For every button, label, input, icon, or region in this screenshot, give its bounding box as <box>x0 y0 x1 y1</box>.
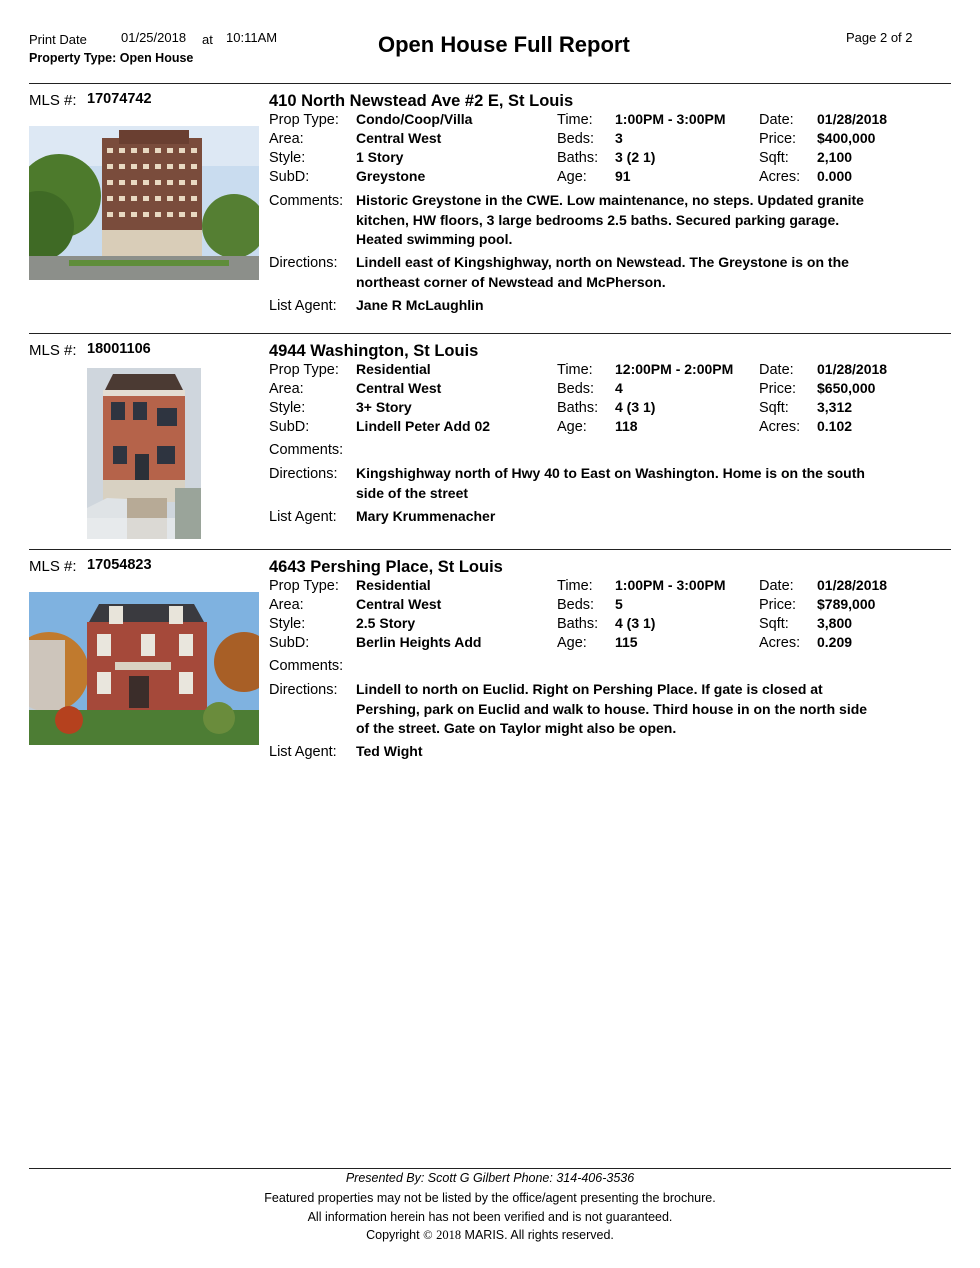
date-value: 01/28/2018 <box>817 577 888 593</box>
beds-value: 4 <box>615 380 623 396</box>
age-label: Age: <box>557 169 587 185</box>
header-divider <box>29 83 951 84</box>
age-label: Age: <box>557 635 587 651</box>
beds-label: Beds: <box>557 131 595 147</box>
mls-number: 17054823 <box>87 557 152 573</box>
copyright-suffix: MARIS. All rights reserved. <box>464 1228 614 1242</box>
time-value: 12:00PM - 2:00PM <box>615 361 734 377</box>
listing-card <box>0 558 980 768</box>
listing-card <box>0 342 980 542</box>
directions-text: Lindell east of Kingshighway, north on Newstead. The Greystone is on the northeast corner of Newstead and McPherson. <box>356 254 849 290</box>
property-photo[interactable] <box>29 126 259 280</box>
sqft-label: Sqft: <box>759 150 789 166</box>
print-time-value: 10:11AM <box>226 30 278 45</box>
subd-label: SubD: <box>269 635 310 651</box>
prop-type-value: Residential <box>356 361 431 377</box>
baths-value: 4 (3 1) <box>615 399 656 415</box>
print-date-label: Print Date <box>29 32 87 47</box>
listing-address[interactable]: 4944 Washington, St Louis <box>269 342 479 360</box>
mls-label: MLS #: <box>29 92 77 109</box>
print-date-value: 01/25/2018 <box>121 30 187 45</box>
time-label: Time: <box>557 578 593 594</box>
mls-number: 17074742 <box>87 91 152 107</box>
listing-divider <box>29 333 951 334</box>
beds-value: 3 <box>615 130 623 146</box>
list-agent-label: List Agent: <box>269 509 337 525</box>
property-type-line: Property Type: Open House <box>29 51 194 65</box>
subd-label: SubD: <box>269 419 310 435</box>
directions-text: Kingshighway north of Hwy 40 to East on Washington. Home is on the south side of the street <box>356 465 865 501</box>
style-value: 2.5 Story <box>356 615 416 631</box>
date-value: 01/28/2018 <box>817 111 888 127</box>
price-value: $400,000 <box>817 130 876 146</box>
baths-value: 3 (2 1) <box>615 149 656 165</box>
prop-type-label: Prop Type: <box>269 362 339 378</box>
sqft-label: Sqft: <box>759 616 789 632</box>
list-agent-value: Mary Krummenacher <box>356 508 496 524</box>
baths-label: Baths: <box>557 400 599 416</box>
prop-type-label: Prop Type: <box>269 112 339 128</box>
copyright-line <box>0 1228 980 1243</box>
subd-value: Greystone <box>356 168 426 184</box>
subd-value: Lindell Peter Add 02 <box>356 418 491 434</box>
time-value: 1:00PM - 3:00PM <box>615 111 726 127</box>
age-label: Age: <box>557 419 587 435</box>
directions-label: Directions: <box>269 682 338 698</box>
sqft-label: Sqft: <box>759 400 789 416</box>
copyright-symbol: © <box>423 1228 433 1242</box>
price-value: $789,000 <box>817 596 876 612</box>
acres-label: Acres: <box>759 419 801 435</box>
area-value: Central West <box>356 596 442 612</box>
price-label: Price: <box>759 597 797 613</box>
acres-value: 0.102 <box>817 418 853 434</box>
style-label: Style: <box>269 150 306 166</box>
beds-label: Beds: <box>557 597 595 613</box>
directions-text: Lindell to north on Euclid. Right on Pershing Place. If gate is closed at Pershing, park on Euclid and walk to house. Third house in on the north side of the street. Gate on Taylor might also be open. <box>356 681 868 736</box>
mls-label: MLS #: <box>29 342 77 359</box>
footer-divider <box>29 1168 951 1169</box>
list-agent-value: Jane R McLaughlin <box>356 297 484 313</box>
price-label: Price: <box>759 131 797 147</box>
style-label: Style: <box>269 616 306 632</box>
sqft-value: 2,100 <box>817 149 853 165</box>
baths-label: Baths: <box>557 150 599 166</box>
mls-label: MLS #: <box>29 558 77 575</box>
price-value: $650,000 <box>817 380 876 396</box>
time-value: 1:00PM - 3:00PM <box>615 577 726 593</box>
list-agent-label: List Agent: <box>269 744 337 760</box>
directions-label: Directions: <box>269 466 338 482</box>
disclaimer-line: Featured properties may not be listed by the office/agent presenting the brochure. <box>264 1191 716 1205</box>
report-title: Open House Full Report <box>378 32 630 57</box>
comments-label: Comments: <box>269 442 344 458</box>
prop-type-value: Condo/Coop/Villa <box>356 111 473 127</box>
disclaimer-line: All information herein has not been verified and is not guaranteed. <box>307 1210 673 1224</box>
date-value: 01/28/2018 <box>817 361 888 377</box>
acres-value: 0.209 <box>817 634 853 650</box>
acres-label: Acres: <box>759 635 801 651</box>
sqft-value: 3,800 <box>817 615 853 631</box>
comments-text: Historic Greystone in the CWE. Low maintenance, no steps. Updated granite kitchen, HW floors, 3 large bedrooms 2.5 baths. Secured parking garage. Heated swimming pool. <box>356 192 864 247</box>
area-label: Area: <box>269 597 304 613</box>
comments-label: Comments: <box>269 193 344 209</box>
subd-label: SubD: <box>269 169 310 185</box>
listing-address[interactable]: 410 North Newstead Ave #2 E, St Louis <box>269 92 574 110</box>
copyright-year: 2018 <box>436 1228 462 1242</box>
page-number: Page 2 of 2 <box>846 30 913 45</box>
listing-card <box>0 92 980 322</box>
date-label: Date: <box>759 362 794 378</box>
area-label: Area: <box>269 381 304 397</box>
age-value: 115 <box>615 634 638 650</box>
style-label: Style: <box>269 400 306 416</box>
time-label: Time: <box>557 362 593 378</box>
mls-number: 18001106 <box>87 341 151 357</box>
prop-type-value: Residential <box>356 577 431 593</box>
listing-divider <box>29 549 951 550</box>
list-agent-value: Ted Wight <box>356 743 423 759</box>
baths-value: 4 (3 1) <box>615 615 656 631</box>
style-value: 3+ Story <box>356 399 412 415</box>
list-agent-label: List Agent: <box>269 298 337 314</box>
baths-label: Baths: <box>557 616 599 632</box>
time-label: Time: <box>557 112 593 128</box>
comments-label: Comments: <box>269 658 344 674</box>
area-label: Area: <box>269 131 304 147</box>
listing-address[interactable]: 4643 Pershing Place, St Louis <box>269 558 503 576</box>
age-value: 91 <box>615 168 631 184</box>
acres-label: Acres: <box>759 169 801 185</box>
prop-type-label: Prop Type: <box>269 578 339 594</box>
beds-label: Beds: <box>557 381 595 397</box>
price-label: Price: <box>759 381 797 397</box>
property-photo[interactable] <box>29 592 259 745</box>
copyright-prefix: Copyright <box>366 1228 420 1242</box>
directions-label: Directions: <box>269 255 338 271</box>
sqft-value: 3,312 <box>817 399 853 415</box>
age-value: 118 <box>615 418 638 434</box>
date-label: Date: <box>759 578 794 594</box>
property-photo[interactable] <box>87 368 201 539</box>
presented-by: Presented By: Scott G Gilbert Phone: 314-406-3536 <box>345 1171 635 1185</box>
subd-value: Berlin Heights Add <box>356 634 482 650</box>
acres-value: 0.000 <box>817 168 853 184</box>
date-label: Date: <box>759 112 794 128</box>
print-at-label: at <box>202 32 213 47</box>
area-value: Central West <box>356 130 442 146</box>
area-value: Central West <box>356 380 442 396</box>
beds-value: 5 <box>615 596 623 612</box>
style-value: 1 Story <box>356 149 404 165</box>
